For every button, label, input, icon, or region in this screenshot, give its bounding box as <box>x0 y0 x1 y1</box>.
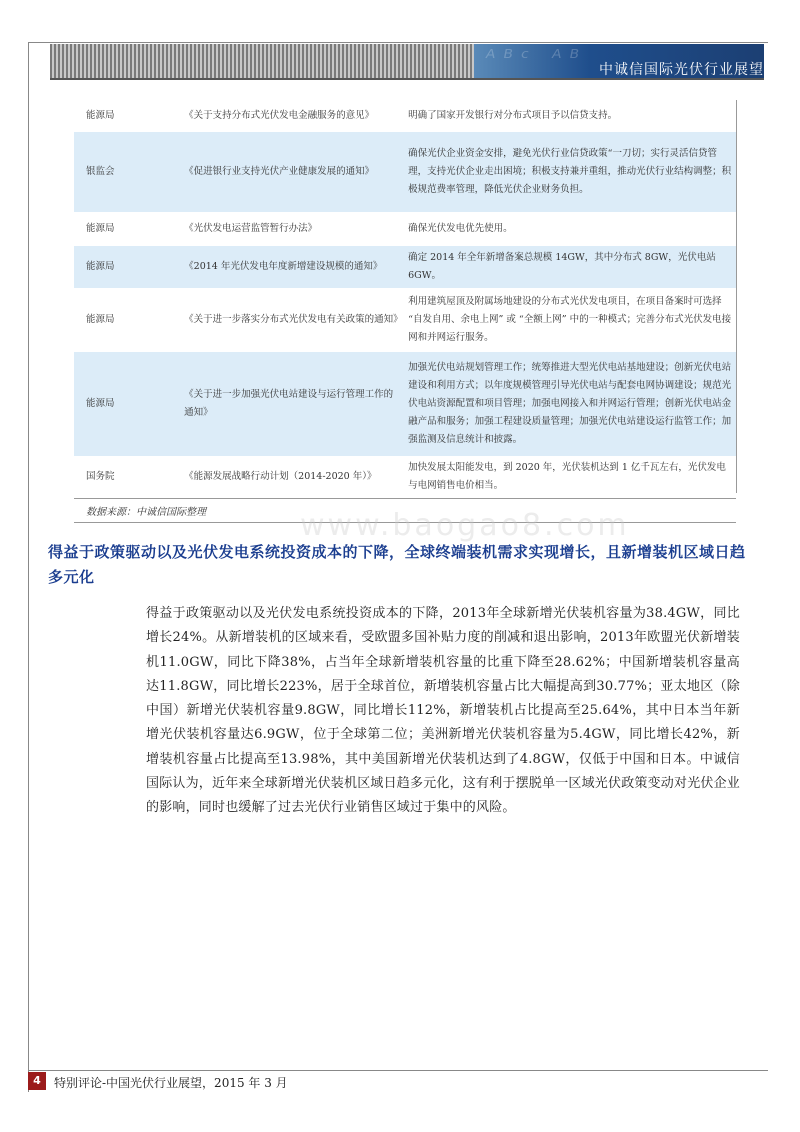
watermark: www.baogao8.com <box>300 508 630 543</box>
content-cell: 确保光伏发电优先使用。 <box>408 223 513 234</box>
policy-table <box>74 100 736 523</box>
document-cell: 《关于支持分布式光伏发电金融服务的意见》 <box>184 110 375 121</box>
footer-rule <box>28 1070 768 1071</box>
agency-cell: 能源局 <box>86 314 115 325</box>
content-cell: 确定 2014 年全年新增备案总规模 14GW，其中分布式 8GW，光伏电站 6GW。 <box>408 252 716 281</box>
table-row <box>74 100 736 132</box>
agency-cell: 能源局 <box>86 398 115 409</box>
content-cell: 确保光伏企业资金安排，避免光伏行业信贷政策“一刀切；实行灵活信贷管理，支持光伏企业走出困境；积极支持兼并重组，推动光伏行业结构调整；积极规范费率管理，降低光伏企业财务负担。 <box>408 148 732 195</box>
content-cell: 明确了国家开发银行对分布式项目予以信贷支持。 <box>408 110 618 121</box>
document-cell: 《促进银行业支持光伏产业健康发展的通知》 <box>184 166 375 177</box>
table-row <box>74 246 736 288</box>
document-cell: 《能源发展战略行动计划（2014-2020 年）》 <box>184 471 377 482</box>
body-paragraph-text: 得益于政策驱动以及光伏发电系统投资成本的下降，2013年全球新增光伏装机容量为38.4GW，同比增长24%。从新增装机的区域来看，受欧盟多国补贴力度的削减和退出影响，2013年欧盟光伏新增装机11.0GW，同比下降38%，占当年全球新增装机容量的比重下降至28.62%；中国新增装机容量高达11.8GW，同比增长223%，居于全球首位，新增装机容量占比大幅提高到30.77%；亚太地区（除中国）新增光伏装机容量9.8GW，同比增长112%，新增装机占比提高至25.64%，其中日本当年新增光伏装机容量达6.9GW，位于全球第二位；美洲新增光伏装机容量为5.4GW，同比增长42%，新增装机容量占比提高至13.98%，其中美国新增光伏装机达到了4.8GW，仅低于中国和日本。中诚信国际认为，近年来全球新增光伏装机区域日趋多元化，这有利于摆脱单一区域光伏政策变动对光伏企业的影响，同时也缓解了过去光伏行业销售区域过于集中的风险。 <box>146 606 741 816</box>
frame-top-border <box>28 42 768 43</box>
table-row <box>74 132 736 212</box>
header-title: 中诚信国际光伏行业展望 <box>599 62 764 78</box>
agency-cell: 银监会 <box>86 166 115 177</box>
document-cell: 《2014 年光伏发电年度新增建设规模的通知》 <box>184 261 383 272</box>
header-rule <box>50 78 764 80</box>
table-source-note: 数据来源：中诚信国际整理 <box>74 498 736 523</box>
document-cell: 《关于进一步落实分布式光伏发电有关政策的通知》 <box>184 314 403 325</box>
table-row <box>74 288 736 352</box>
document-cell: 《关于进一步加强光伏电站建设与运行管理工作的通知》 <box>184 389 394 418</box>
content-cell: 加强光伏电站规划管理工作；统筹推进大型光伏电站基地建设；创新光伏电站建设和利用方式；以年度规模管理引导光伏电站与配套电网协调建设；规范光伏电站资源配置和项目管理；加强电网接入和并网运行管理；创新光伏电站金融产品和服务；加强工程建设质量管理；加强光伏电站建设运行监管工作；加强监测及信息统计和披露。 <box>408 362 732 445</box>
section-heading: 得益于政策驱动以及光伏发电系统投资成本的下降，全球终端装机需求实现增长，且新增装机区域日趋多元化 <box>48 543 746 586</box>
content-cell: 加快发展太阳能发电，到 2020 年，光伏装机达到 1 亿千瓦左右，光伏发电与电网销售电价相当。 <box>408 462 726 491</box>
agency-cell: 国务院 <box>86 471 115 482</box>
document-cell: 《光伏发电运营监管暂行办法》 <box>184 223 318 234</box>
footer-text: 特别评论-中国光伏行业展望，2015 年 3 月 <box>54 1076 288 1090</box>
content-cell: 利用建筑屋顶及附属场地建设的分布式光伏发电项目，在项目备案时可选择 “自发自用、余电上网” 或 “全额上网” 中的一种模式；完善分布式光伏发电接网和并网运行服务。 <box>408 296 732 343</box>
header-decoration: ᴬᴮᶜ ᴬᴮ <box>486 46 588 71</box>
agency-cell: 能源局 <box>86 110 115 121</box>
table-right-border <box>736 100 737 493</box>
body-paragraph <box>146 602 740 821</box>
frame-left-border <box>28 42 29 1092</box>
agency-cell: 能源局 <box>86 261 115 272</box>
agency-cell: 能源局 <box>86 223 115 234</box>
page-number: 4 <box>28 1072 46 1090</box>
table-row <box>74 352 736 456</box>
table-row <box>74 456 736 498</box>
table-row <box>74 212 736 246</box>
